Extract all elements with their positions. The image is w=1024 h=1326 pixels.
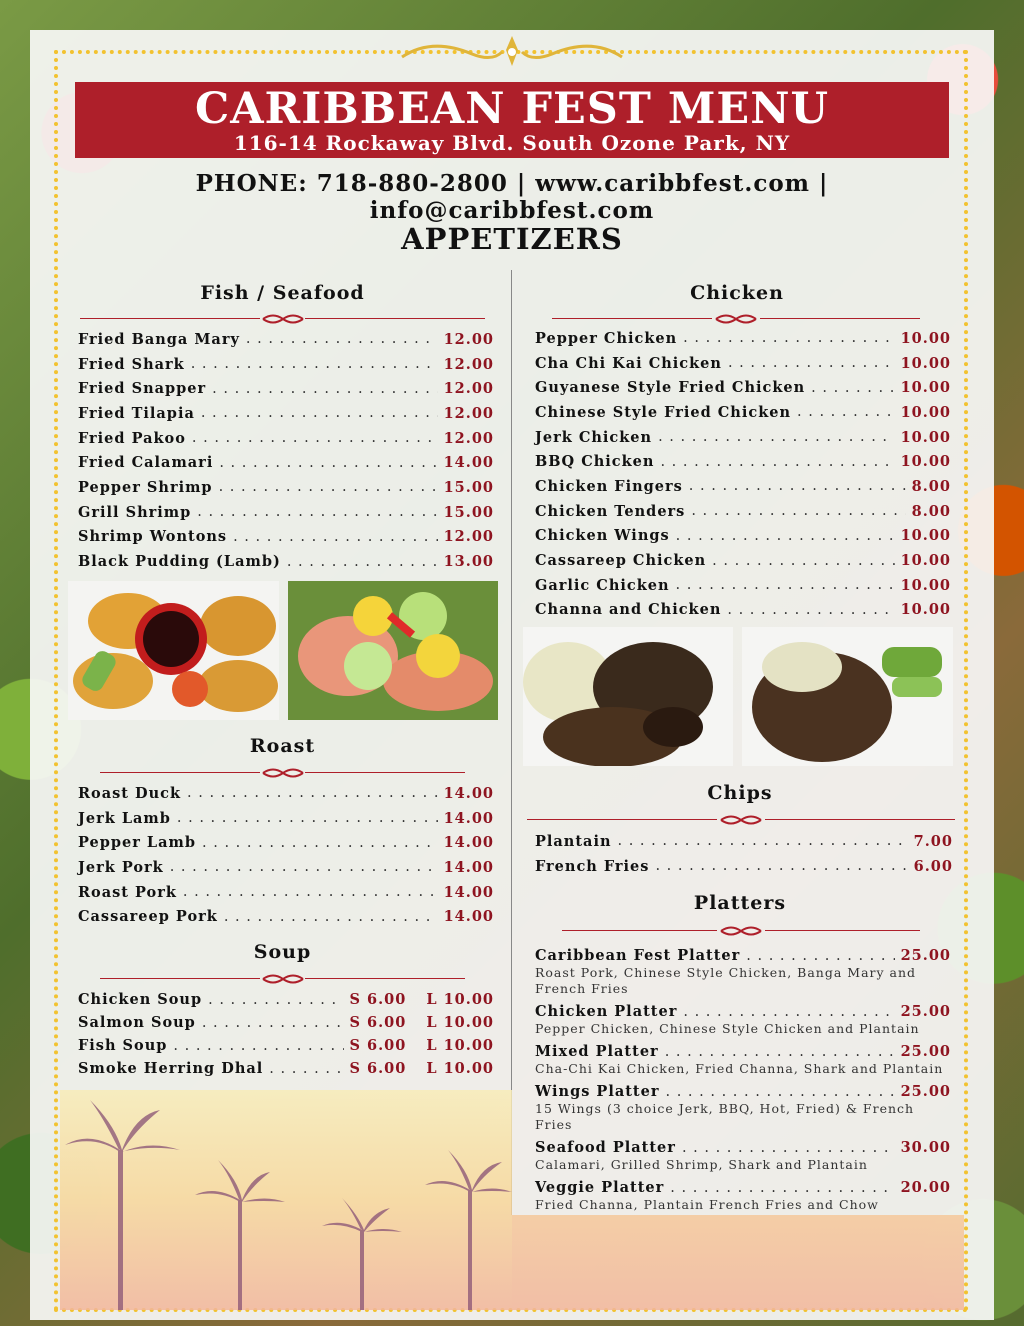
menu-item (78, 904, 494, 929)
item-name: Plantain (535, 832, 612, 850)
dot-leader (655, 858, 907, 874)
dot-leader (202, 835, 438, 851)
item-price: 14.00 (443, 454, 494, 472)
dot-leader (201, 405, 438, 421)
wontons-photo (68, 581, 279, 720)
item-price: 10.00 (900, 601, 951, 619)
soup-items (78, 988, 494, 1080)
menu-item (78, 376, 494, 401)
item-name: Pepper Chicken (535, 329, 678, 347)
item-price: 14.00 (443, 784, 494, 802)
item-name: Seafood Platter (535, 1139, 676, 1156)
item-price: 12.00 (443, 404, 494, 422)
menu-item (535, 548, 951, 573)
menu-item (535, 1178, 951, 1197)
menu-item (535, 598, 951, 623)
item-name: Caribbean Fest Platter (535, 947, 741, 964)
menu-item (78, 988, 494, 1011)
dot-leader (219, 479, 438, 495)
large-price: L 10.00 (426, 991, 494, 1008)
dot-leader (665, 1044, 895, 1060)
item-name: Black Pudding (Lamb) (78, 553, 281, 571)
menu-item (78, 855, 494, 880)
item-name: Veggie Platter (535, 1179, 665, 1196)
chicken-divider (552, 312, 920, 326)
item-price: 10.00 (900, 379, 951, 397)
fish-items (78, 327, 494, 574)
dot-leader (670, 1180, 894, 1196)
item-name: Pepper Lamb (78, 834, 197, 852)
item-price: 25.00 (900, 1043, 951, 1060)
roast-title: Roast (249, 735, 316, 757)
item-name: Chicken Fingers (535, 477, 683, 495)
menu-item (78, 880, 494, 905)
dot-leader (666, 1084, 895, 1100)
item-price: 7.00 (913, 832, 953, 850)
menu-item (78, 475, 494, 500)
item-description: Roast Pork, Chinese Style Chicken, Banga Mary and French Fries (535, 965, 917, 996)
item-price: 14.00 (443, 834, 494, 852)
item-price: 10.00 (900, 552, 951, 570)
item-name: Chinese Style Fried Chicken (535, 403, 792, 421)
item-name: Roast Pork (78, 883, 177, 901)
platters-items (535, 946, 951, 1218)
item-price: 10.00 (900, 453, 951, 471)
fish-divider (80, 312, 485, 326)
item-name: French Fries (535, 857, 650, 875)
chicken-title: Chicken (690, 282, 784, 304)
item-name: Fried Tilapia (78, 404, 195, 422)
item-price: 12.00 (443, 330, 494, 348)
item-description: Fried Channa, Plantain French Fries and Chow (535, 1197, 879, 1212)
menu-item (535, 829, 953, 854)
menu-title: CARIBBEAN FEST MENU (194, 84, 830, 134)
menu-item (535, 1002, 951, 1021)
item-price: 8.00 (911, 502, 951, 520)
dot-leader (712, 553, 894, 569)
menu-item (78, 401, 494, 426)
item-name: Wings Platter (535, 1083, 660, 1100)
dot-leader (177, 810, 438, 826)
small-price: S 6.00 (349, 1060, 407, 1077)
item-price: 6.00 (913, 857, 953, 875)
menu-item (535, 499, 951, 524)
dot-leader (246, 331, 438, 347)
menu-item (535, 854, 953, 879)
header-ornament (392, 32, 632, 72)
menu-item (535, 1138, 951, 1157)
item-price: 15.00 (443, 503, 494, 521)
soup-title: Soup (253, 941, 312, 963)
item-description: Calamari, Grilled Shrimp, Shark and Plantain (535, 1157, 868, 1172)
menu-item (78, 525, 494, 550)
dot-leader (202, 1015, 344, 1031)
item-price: 10.00 (900, 527, 951, 545)
item-price: 25.00 (900, 1083, 951, 1100)
menu-item (78, 806, 494, 831)
item-name: Jerk Lamb (78, 809, 171, 827)
item-price: 15.00 (443, 478, 494, 496)
dot-leader (660, 454, 894, 470)
item-price: 14.00 (443, 809, 494, 827)
item-name: Fried Pakoo (78, 429, 186, 447)
item-name: Fried Calamari (78, 454, 214, 472)
dot-leader (676, 528, 895, 544)
dot-leader (683, 330, 894, 346)
shrimp-photo (288, 581, 498, 720)
dot-leader (727, 602, 894, 618)
item-price: 14.00 (443, 883, 494, 901)
menu-item (78, 450, 494, 475)
item-price: 10.00 (900, 428, 951, 446)
item-price: 10.00 (900, 576, 951, 594)
chips-divider (527, 813, 955, 827)
chips-title: Chips (707, 782, 773, 804)
item-price: 25.00 (900, 1003, 951, 1020)
dot-leader (658, 429, 895, 445)
item-price: 12.00 (443, 355, 494, 373)
item-name: Fried Snapper (78, 380, 207, 398)
menu-item (78, 830, 494, 855)
item-name: Fried Banga Mary (78, 330, 240, 348)
item-price: 12.00 (443, 380, 494, 398)
menu-item (535, 351, 951, 376)
item-name: Cassareep Pork (78, 908, 218, 926)
contact-line: PHONE: 718-880-2800 | www.caribbfest.com | info@caribbfest.com (195, 170, 829, 224)
dot-leader (191, 356, 438, 372)
dot-leader (187, 785, 438, 801)
menu-item (535, 1042, 951, 1061)
menu-item (78, 426, 494, 451)
dot-leader (797, 404, 895, 420)
menu-item (535, 474, 951, 499)
item-price: 30.00 (900, 1139, 951, 1156)
item-description: 15 Wings (3 choice Jerk, BBQ, Hot, Fried) & French Fries (535, 1101, 915, 1132)
menu-item (78, 1057, 494, 1080)
dot-leader (811, 380, 894, 396)
chicken-items (535, 326, 951, 622)
item-price: 12.00 (443, 429, 494, 447)
item-name: Guyanese Style Fried Chicken (535, 379, 806, 397)
dot-leader (691, 503, 905, 519)
large-price: L 10.00 (426, 1014, 494, 1031)
dot-leader (197, 504, 437, 520)
dot-leader (208, 992, 343, 1008)
item-name: Grill Shrimp (78, 503, 192, 521)
roast-items (78, 781, 494, 929)
item-name: Garlic Chicken (535, 576, 670, 594)
item-name: Roast Duck (78, 784, 182, 802)
item-name: Chicken Soup (78, 991, 203, 1008)
tropical-backdrop-right (512, 1215, 964, 1310)
menu-item (535, 400, 951, 425)
menu-item (535, 524, 951, 549)
dot-leader (224, 909, 438, 925)
section-title: APPETIZERS (401, 222, 623, 256)
item-name: BBQ Chicken (535, 453, 655, 471)
item-name: Cassareep Chicken (535, 552, 707, 570)
menu-item (535, 326, 951, 351)
menu-item (535, 946, 951, 965)
dot-leader (192, 430, 438, 446)
large-price: L 10.00 (426, 1037, 494, 1054)
item-name: Channa and Chicken (535, 601, 722, 619)
dot-leader (746, 948, 894, 964)
item-name: Smoke Herring Dhal (78, 1060, 264, 1077)
menu-item (78, 500, 494, 525)
menu-item (535, 1082, 951, 1101)
menu-item (78, 352, 494, 377)
jerk-chicken-photo (523, 627, 733, 766)
item-name: Chicken Platter (535, 1003, 678, 1020)
menu-item (535, 375, 951, 400)
platters-title: Platters (693, 892, 787, 914)
item-name: Jerk Chicken (535, 428, 653, 446)
dot-leader (618, 833, 908, 849)
small-price: S 6.00 (349, 1037, 407, 1054)
item-name: Fried Shark (78, 355, 185, 373)
item-price: 25.00 (900, 947, 951, 964)
dot-leader (287, 554, 438, 570)
item-name: Jerk Pork (78, 858, 164, 876)
platters-divider (562, 924, 920, 938)
menu-item (78, 781, 494, 806)
item-name: Pepper Shrimp (78, 478, 213, 496)
item-price: 14.00 (443, 858, 494, 876)
bbq-chicken-photo (742, 627, 953, 766)
item-price: 13.00 (443, 553, 494, 571)
item-price: 14.00 (443, 908, 494, 926)
palm-trees-graphic (60, 1090, 512, 1310)
item-name: Chicken Tenders (535, 502, 686, 520)
item-price: 10.00 (900, 403, 951, 421)
item-price: 10.00 (900, 329, 951, 347)
item-name: Chicken Wings (535, 527, 670, 545)
menu-item (78, 1011, 494, 1034)
dot-leader (212, 381, 437, 397)
item-price: 12.00 (443, 528, 494, 546)
dot-leader (683, 1004, 894, 1020)
item-price: 20.00 (900, 1179, 951, 1196)
dot-leader (676, 577, 895, 593)
item-description: Cha-Chi Kai Chicken, Fried Channa, Shark and Plantain (535, 1061, 944, 1076)
menu-item (535, 449, 951, 474)
address: 116-14 Rockaway Blvd. South Ozone Park, NY (233, 131, 791, 155)
small-price: S 6.00 (349, 1014, 407, 1031)
roast-divider (100, 766, 465, 780)
dot-leader (682, 1140, 895, 1156)
menu-item (78, 1034, 494, 1057)
item-name: Mixed Platter (535, 1043, 659, 1060)
title-banner (75, 82, 949, 158)
column-divider (511, 270, 512, 1215)
dot-leader (233, 529, 438, 545)
menu-item (535, 425, 951, 450)
dot-leader (170, 859, 438, 875)
small-price: S 6.00 (349, 991, 407, 1008)
dot-leader (728, 355, 895, 371)
item-name: Shrimp Wontons (78, 528, 228, 546)
menu-item (78, 549, 494, 574)
menu-item (535, 573, 951, 598)
menu-item (78, 327, 494, 352)
soup-divider (100, 972, 465, 986)
chips-items (535, 829, 953, 878)
item-price: 8.00 (911, 477, 951, 495)
dot-leader (269, 1061, 343, 1077)
dot-leader (689, 478, 906, 494)
dot-leader (183, 884, 438, 900)
item-price: 10.00 (900, 354, 951, 372)
item-name: Fish Soup (78, 1037, 168, 1054)
large-price: L 10.00 (426, 1060, 494, 1077)
dot-leader (173, 1038, 343, 1054)
dot-leader (219, 455, 437, 471)
item-name: Salmon Soup (78, 1014, 196, 1031)
item-description: Pepper Chicken, Chinese Style Chicken and Plantain (535, 1021, 920, 1036)
item-name: Cha Chi Kai Chicken (535, 354, 722, 372)
fish-title: Fish / Seafood (200, 282, 365, 304)
